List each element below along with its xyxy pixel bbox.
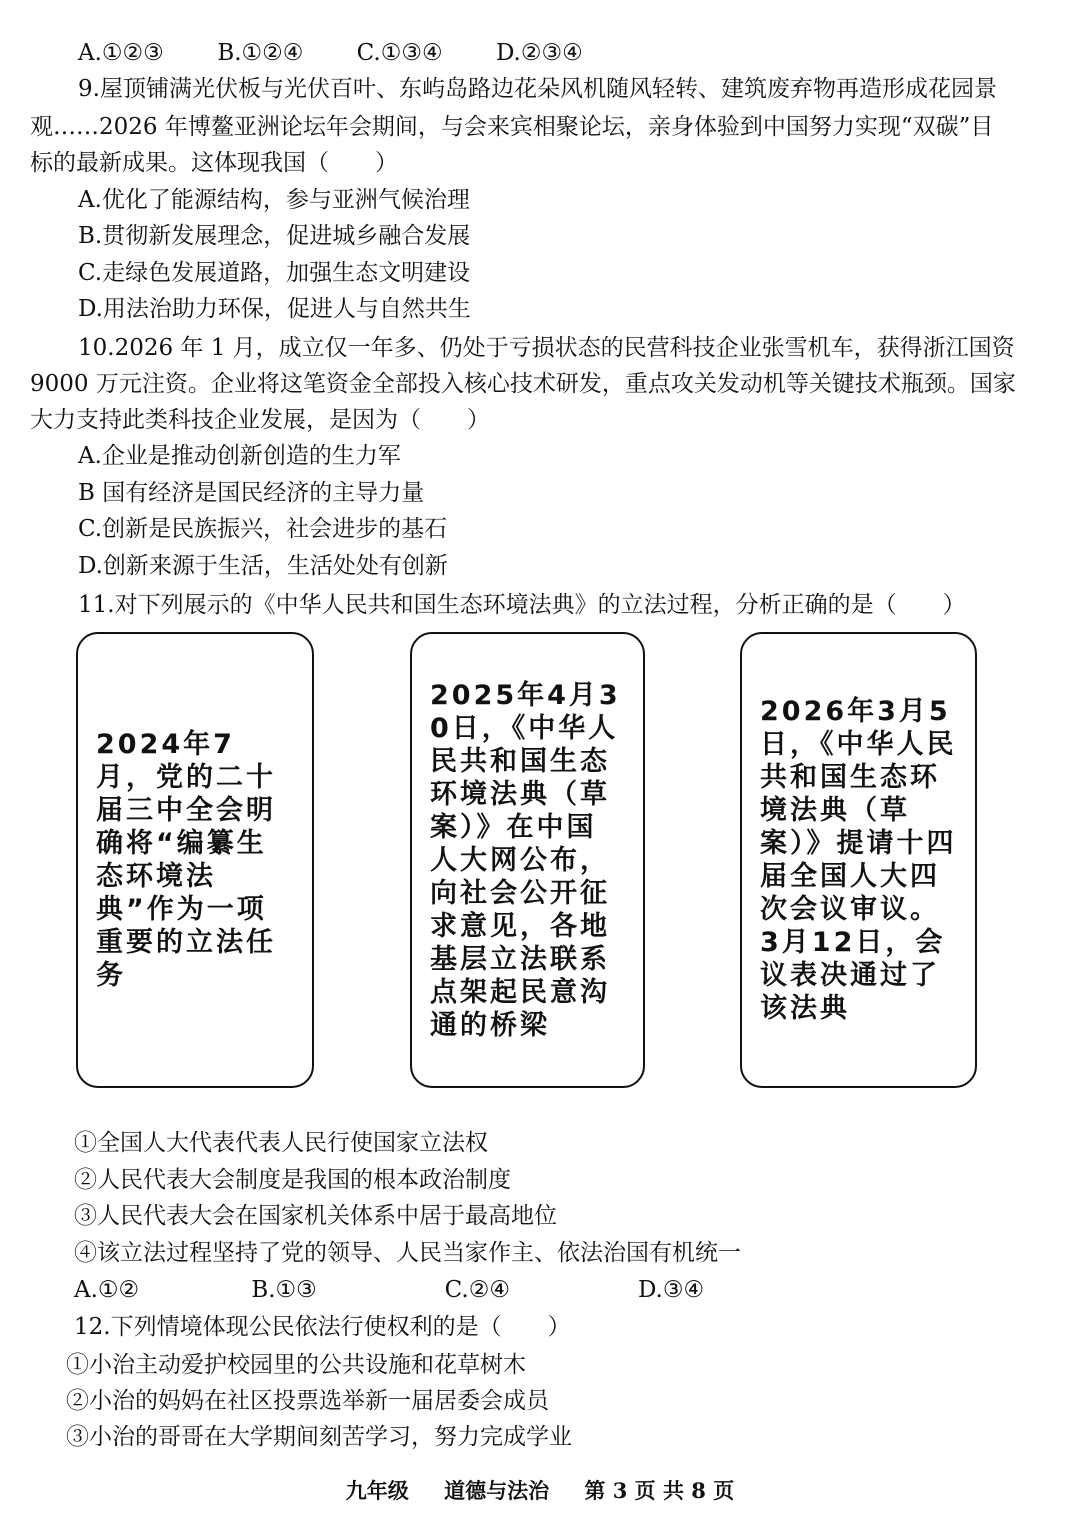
- q10-stem-line-2: 9000 万元注资。企业将这笔资金全部投入核心技术研发，重点攻关发动机等关键技术瓶颈。国家: [30, 371, 1016, 397]
- timeline-box-2025-text: 2025年4月30日，《中华人民共和国生态环境法典（草案）》在中国人大网公布，向社会公开征求意见，各地基层立法联系点架起民意沟通的桥梁: [430, 679, 621, 1041]
- q9-stem-line-1: 9.屋顶铺满光伏板与光伏百叶、东屿岛路边花朵风机随风轻转、建筑废弃物再造形成花园景: [78, 76, 997, 102]
- page-footer: [0, 1475, 1080, 1505]
- q10-option-a: A.企业是推动创新创造的生力军: [78, 443, 401, 469]
- q10-option-d: D.创新来源于生活，生活处处有创新: [78, 553, 448, 579]
- q9-stem-line-2: 观……2026 年博鳌亚洲论坛年会期间，与会来宾相聚论坛，亲身体验到中国努力实现“双碳”目: [30, 114, 994, 140]
- timeline-box-2026: [740, 632, 977, 1088]
- footer-grade: 九年级: [345, 1478, 409, 1503]
- timeline-box-2024: [76, 632, 314, 1088]
- q11-option-c: C.②④: [444, 1277, 510, 1303]
- q11-options: [74, 1275, 704, 1305]
- q10-stem-line-3: 大力支持此类科技企业发展，是因为（ ）: [30, 407, 490, 433]
- q8-option-a: A.①②③: [78, 40, 164, 66]
- timeline-box-2024-text: 2024年7月，党的二十届三中全会明确将“编纂生态环境法典”作为一项重要的立法任务: [96, 729, 276, 991]
- q11-statement-3: ③人民代表大会在国家机关体系中居于最高地位: [74, 1203, 557, 1229]
- timeline-box-2026-text: 2026年3月5日，《中华人民共和国生态环境法典（草案）》提请十四届全国人大四次会议审议。3月12日，会议表决通过了该法典: [760, 696, 957, 1024]
- q11-stem: 11.对下列展示的《中华人民共和国生态环境法典》的立法过程，分析正确的是（ ）: [78, 592, 966, 618]
- footer-subject: 道德与法治: [444, 1478, 550, 1503]
- q9-option-a: A.优化了能源结构，参与亚洲气候治理: [78, 187, 470, 213]
- q12-statement-3: ③小治的哥哥在大学期间刻苦学习，努力完成学业: [66, 1424, 572, 1450]
- timeline-box-2025: [410, 632, 645, 1088]
- q10-stem-line-1: 10.2026 年 1 月，成立仅一年多、仍处于亏损状态的民营科技企业张雪机车，获得浙江国资: [78, 335, 1015, 361]
- q9-option-b: B.贯彻新发展理念，促进城乡融合发展: [78, 223, 471, 249]
- q11-statement-4: ④该立法过程坚持了党的领导、人民当家作主、依法治国有机统一: [74, 1240, 741, 1266]
- q11-statement-2: ②人民代表大会制度是我国的根本政治制度: [74, 1167, 511, 1193]
- footer-page-number: 第 3 页 共 8 页: [584, 1478, 735, 1503]
- q8-option-b: B.①②④: [217, 40, 304, 66]
- q9-option-c: C.走绿色发展道路，加强生态文明建设: [78, 260, 471, 286]
- q9-option-d: D.用法治助力环保，促进人与自然共生: [78, 296, 471, 322]
- q11-option-a: A.①②: [74, 1277, 140, 1303]
- q8-option-d: D.②③④: [495, 40, 583, 66]
- q12-statement-1: ①小治主动爱护校园里的公共设施和花草树木: [66, 1352, 526, 1378]
- q11-statement-1: ①全国人大代表代表人民行使国家立法权: [74, 1130, 488, 1156]
- q10-option-b: B 国有经济是国民经济的主导力量: [78, 480, 425, 506]
- q11-option-b: B.①③: [251, 1277, 317, 1303]
- q9-stem-line-3: 标的最新成果。这体现我国（ ）: [30, 150, 398, 176]
- q8-options: [78, 38, 583, 68]
- q8-option-c: C.①③④: [356, 40, 443, 66]
- q12-stem: 12.下列情境体现公民依法行使权利的是（ ）: [74, 1314, 571, 1340]
- q12-statement-2: ②小治的妈妈在社区投票选举新一届居委会成员: [66, 1388, 549, 1414]
- q10-option-c: C.创新是民族振兴，社会进步的基石: [78, 516, 448, 542]
- q11-option-d: D.③④: [637, 1277, 705, 1303]
